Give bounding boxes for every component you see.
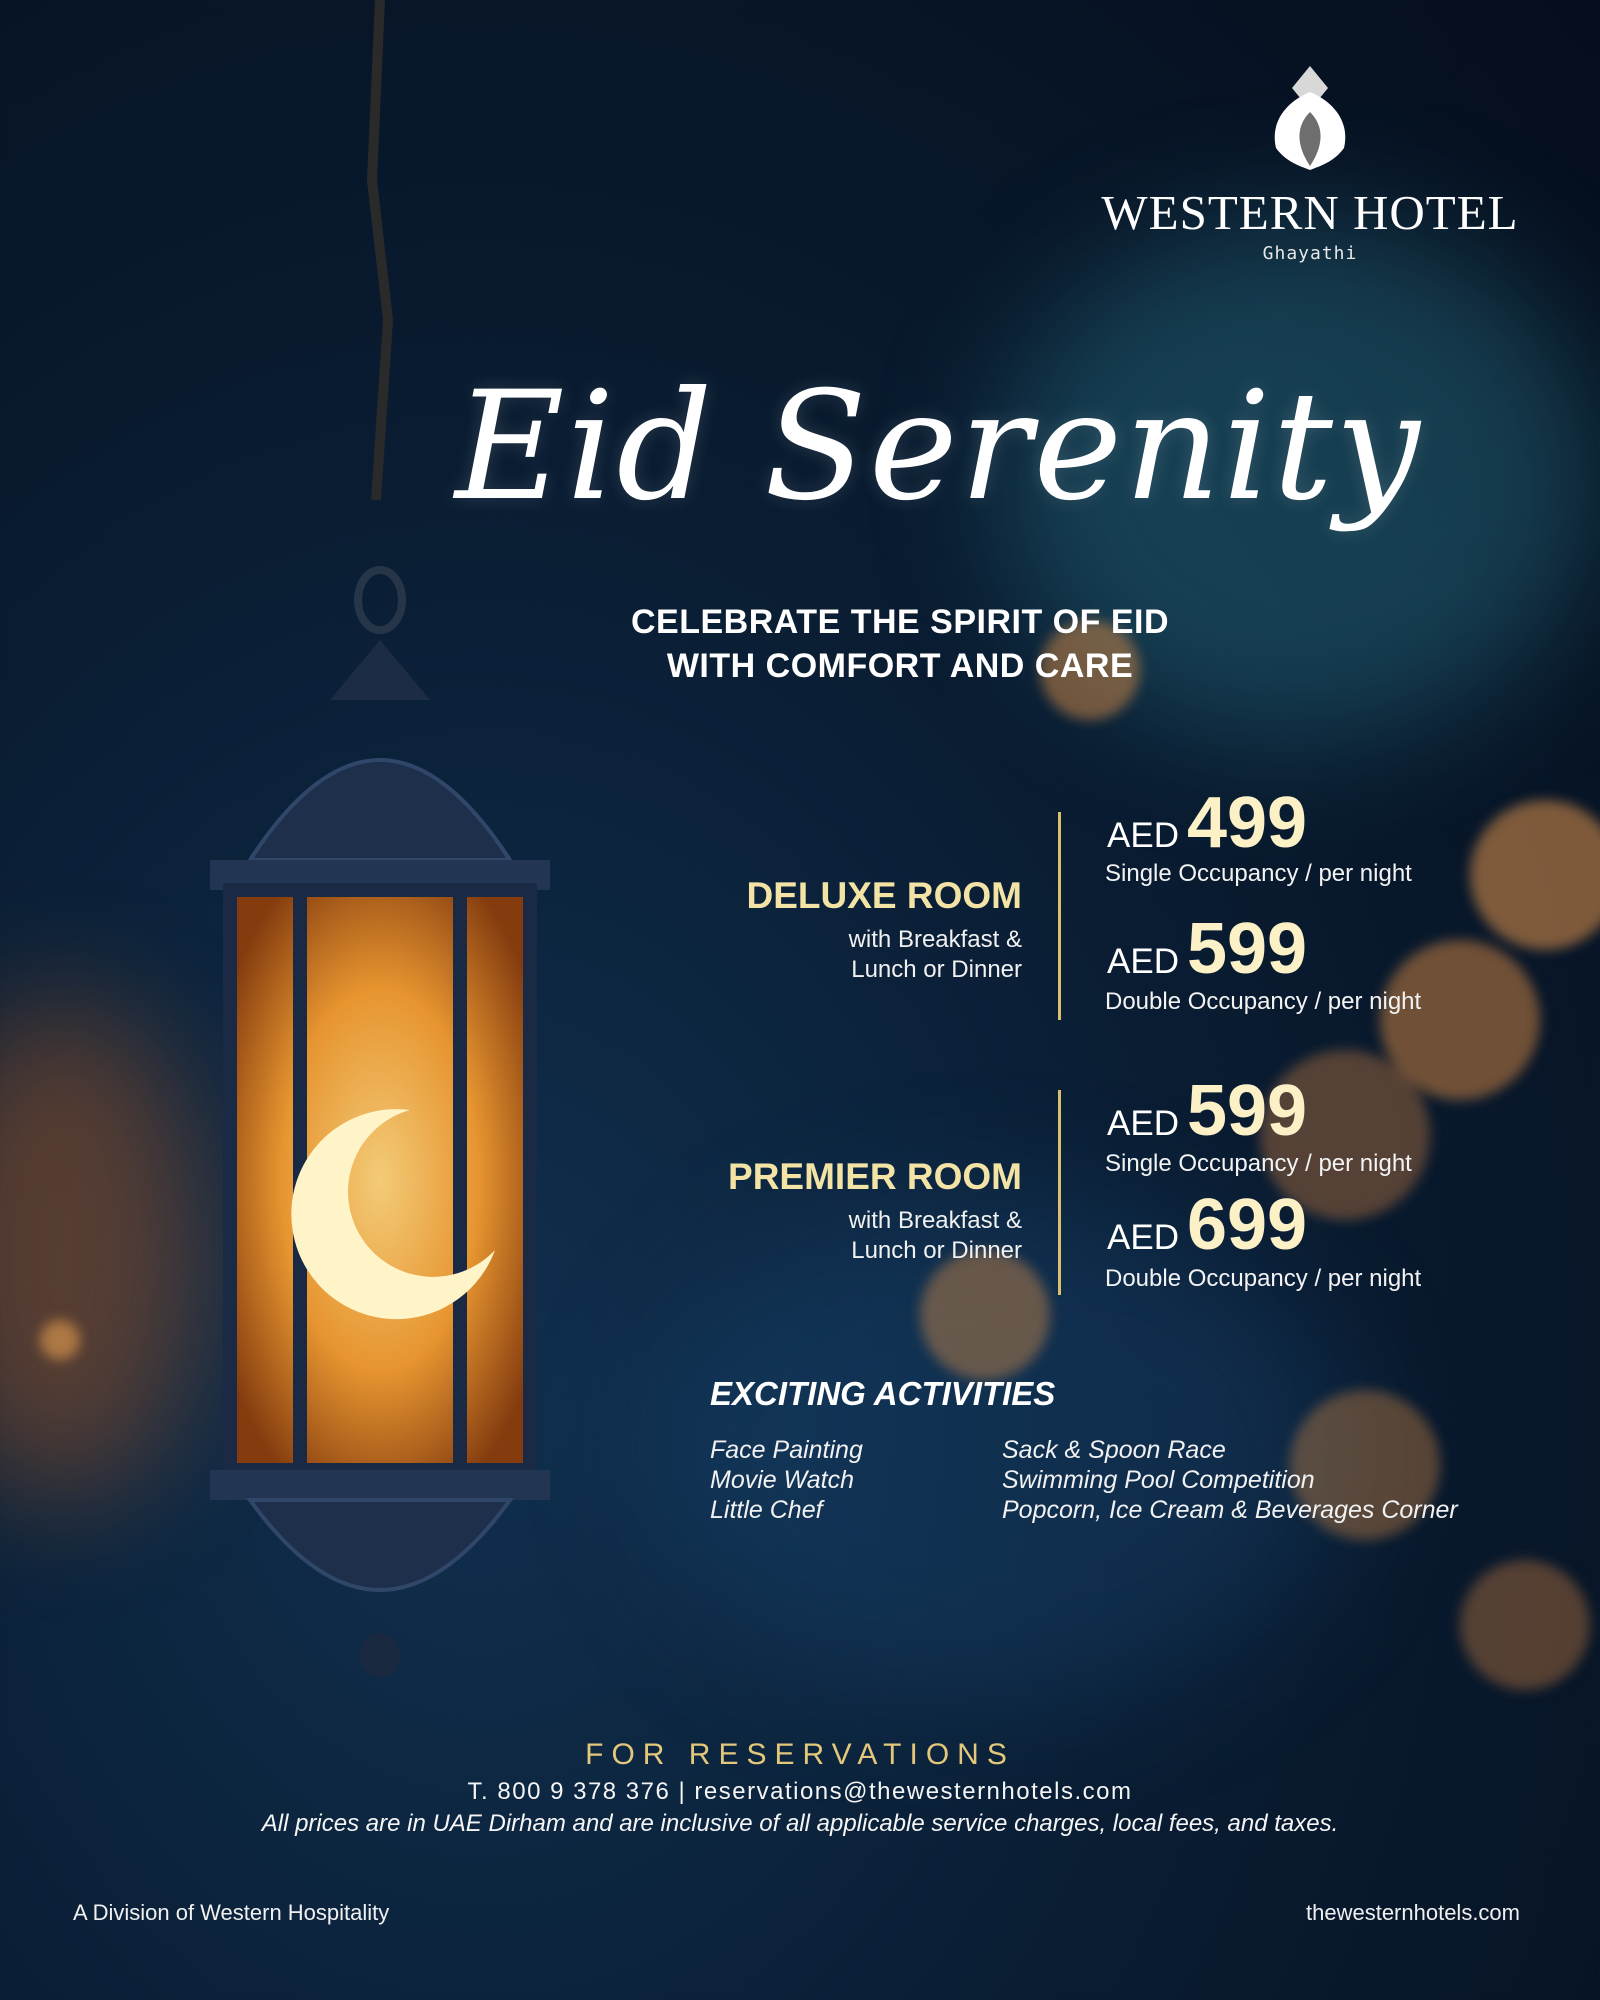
bokeh-light	[1460, 1560, 1590, 1690]
activity-item: Sack & Spoon Race	[1002, 1436, 1226, 1464]
subtitle-line: WITH COMFORT AND CARE	[666, 647, 1134, 685]
hotel-logo	[1080, 62, 1540, 264]
occupancy-label: Single Occupancy / per night	[1105, 860, 1412, 887]
currency: AED	[1107, 1218, 1179, 1257]
price-disclaimer: All prices are in UAE Dirham and are inclusive of all applicable service charges, local fees, and taxes.	[261, 1810, 1339, 1837]
room-name: DELUXE ROOM	[746, 875, 1022, 916]
room-description-line: Lunch or Dinner	[851, 956, 1022, 983]
activity-item: Movie Watch	[710, 1466, 855, 1494]
room-description	[747, 925, 1022, 985]
room-name: PREMIER ROOM	[728, 1156, 1022, 1197]
occupancy-label: Single Occupancy / per night	[1105, 1150, 1412, 1177]
lantern-illustration	[140, 0, 620, 1690]
activities-list-right	[1002, 1435, 1458, 1525]
reservations-contact[interactable]: T. 800 9 378 376 | reservations@thewesternhotels.com	[467, 1778, 1133, 1805]
room-description	[728, 1206, 1022, 1266]
reservations-heading: FOR RESERVATIONS	[585, 1738, 1015, 1771]
price-divider	[1058, 812, 1061, 1020]
room-description-line: with Breakfast &	[848, 926, 1022, 953]
price-premier-single	[1107, 1070, 1307, 1152]
activity-item: Face Painting	[710, 1436, 863, 1464]
occupancy-label: Double Occupancy / per night	[1105, 988, 1422, 1015]
occupancy-label: Double Occupancy / per night	[1105, 1265, 1422, 1292]
price-deluxe-double	[1107, 908, 1307, 990]
footer-website-link[interactable]: thewesternhotels.com	[1306, 1900, 1520, 1925]
hotel-location: Ghayathi	[1262, 243, 1358, 264]
price-divider	[1058, 1090, 1061, 1295]
price-deluxe-single	[1107, 782, 1307, 864]
activities-title: EXCITING ACTIVITIES	[710, 1375, 1056, 1412]
hotel-name: WESTERN HOTEL	[1101, 185, 1519, 240]
currency: AED	[1107, 942, 1179, 981]
activities-list-left	[710, 1435, 863, 1525]
activity-item: Popcorn, Ice Cream & Beverages Corner	[1002, 1496, 1458, 1524]
subtitle-line: CELEBRATE THE SPIRIT OF EID	[630, 603, 1169, 641]
room-deluxe	[747, 875, 1022, 985]
footer-division: A Division of Western Hospitality	[73, 1900, 390, 1925]
price-amount: 499	[1186, 783, 1308, 863]
page-title: Eid Serenity	[455, 360, 1422, 534]
bokeh-light	[40, 1320, 80, 1360]
price-amount: 599	[1186, 909, 1308, 989]
subtitle	[580, 600, 1220, 688]
lotus-logo-icon	[1264, 62, 1356, 174]
room-premier	[728, 1156, 1022, 1266]
activity-item: Little Chef	[710, 1496, 823, 1524]
room-description-line: with Breakfast &	[848, 1207, 1022, 1234]
price-amount: 699	[1186, 1185, 1308, 1265]
price-amount: 599	[1186, 1071, 1308, 1151]
bokeh-light	[1470, 800, 1600, 950]
activity-item: Swimming Pool Competition	[1002, 1466, 1315, 1494]
bokeh-light	[920, 1250, 1050, 1380]
currency: AED	[1107, 816, 1179, 855]
currency: AED	[1107, 1104, 1179, 1143]
room-description-line: Lunch or Dinner	[851, 1237, 1022, 1264]
price-premier-double	[1107, 1184, 1307, 1266]
